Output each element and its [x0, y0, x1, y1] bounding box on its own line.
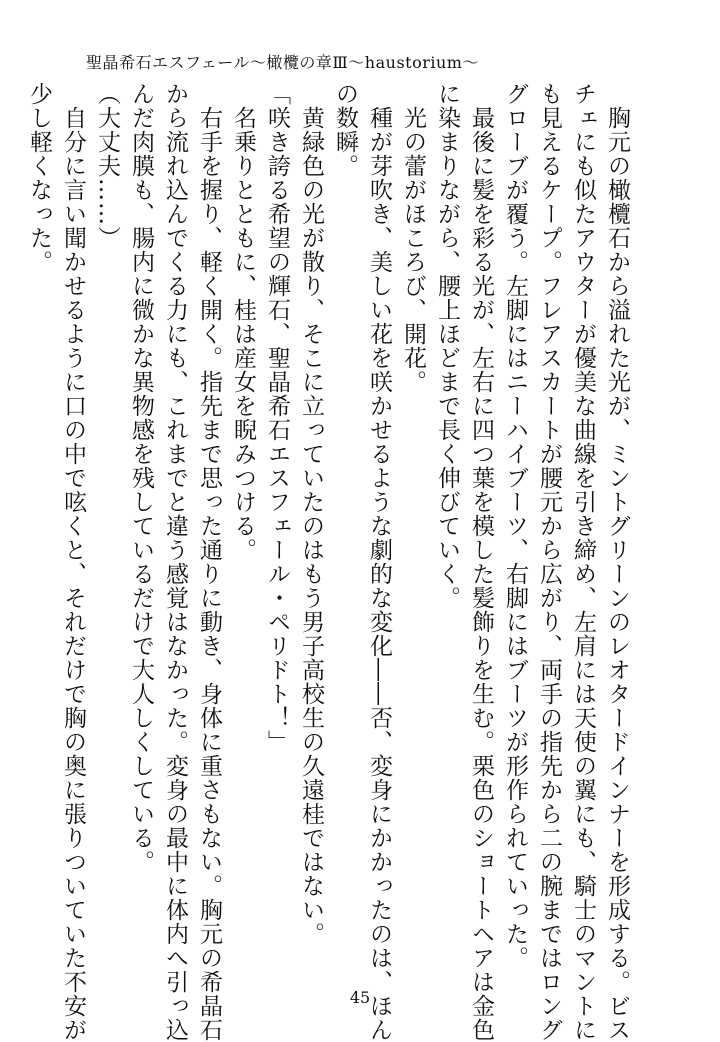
text-line: も見えるケープ。フレアスカートが腰元から広がり、両手の指先から二の腕まではロング: [536, 82, 562, 1042]
page-number: 45: [349, 988, 371, 1007]
running-title: 聖晶希石エスフェール〜橄欖の章Ⅲ〜haustorium〜: [86, 53, 479, 72]
text-line: 種が芽吹き、美しい花を咲かせるような劇的な変化――否、変身にかかったのは、ほん: [366, 82, 392, 1042]
text-line: 最後に髪を彩る光が、左右に四つ葉を模した髪飾りを生む。栗色のショートヘアは金色: [468, 82, 494, 1042]
text-line: に染まりながら、腰上ほどまで長く伸びていく。: [434, 82, 460, 610]
text-line: 右手を握り、軽く開く。指先まで思った通りに動き、身体に重さもない。胸元の希晶石: [196, 82, 222, 1042]
text-line: 少し軽くなった。: [26, 82, 52, 274]
text-line: 自分に言い聞かせるように口の中で呟くと、それだけで胸の奥に張りついていた不安が: [60, 82, 86, 1042]
text-line: 光の蕾がほころび、開花。: [400, 82, 426, 394]
text-line: グローブが覆う。左脚にはニーハイブーツ、右脚にはブーツが形作られていった。: [502, 82, 528, 970]
text-line: んだ肉膜も、腸内に微かな異物感を残しているだけで大人しくしている。: [128, 82, 154, 874]
text-line: の数瞬。: [332, 82, 358, 178]
text-line: 名乗りとともに、桂は産女を睨みつける。: [230, 82, 256, 562]
text-line: 「咲き誇る希望の輝石、聖晶希石エスフェール・ペリドト！」: [264, 82, 290, 754]
text-line: チェにも似たアウターが優美な曲線を引き締め、左肩には天使の翼にも、騎士のマントに: [570, 82, 596, 1042]
text-line: から流れ込んでくる力にも、これまでと違う感覚はなかった。変身の最中に体内へ引っ込: [162, 82, 188, 1042]
text-line: 黄緑色の光が散り、そこに立っていたのはもう男子高校生の久遠桂ではない。: [298, 82, 324, 946]
text-line: 胸元の橄欖石から溢れた光が、ミントグリーンのレオタードインナーを形成する。ビス: [604, 82, 630, 1042]
text-line: （大丈夫……）: [94, 82, 120, 250]
